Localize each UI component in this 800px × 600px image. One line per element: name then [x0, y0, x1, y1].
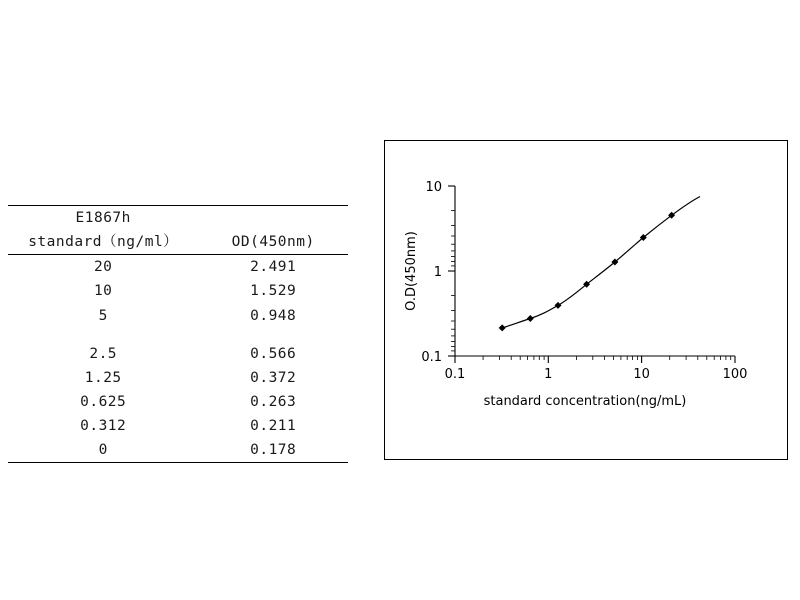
x-minor-ticks	[483, 356, 731, 360]
table-row	[8, 414, 348, 438]
table-row	[8, 366, 348, 390]
header-title-spacer	[198, 206, 348, 231]
table-header-row	[8, 230, 348, 255]
data-point	[555, 302, 562, 309]
table-header-title-row	[8, 206, 348, 231]
table-row	[8, 279, 348, 303]
cell-od: 0.211	[250, 418, 297, 434]
cell-standard: 0.625	[80, 393, 127, 410]
x-tick-label: 100	[722, 367, 748, 382]
x-axis-label: standard concentration(ng/mL)	[483, 394, 687, 409]
cell-od: 0.178	[198, 438, 348, 463]
cell-od: 2.491	[250, 259, 297, 276]
table-row	[8, 390, 348, 414]
cell-od: 0.263	[250, 393, 297, 410]
table-row	[8, 304, 348, 328]
cell-od: 1.529	[250, 283, 297, 300]
cell-standard: 1.25	[84, 369, 122, 386]
spacer-cell	[8, 328, 198, 342]
data-points	[499, 212, 675, 332]
data-point	[499, 324, 506, 331]
column-header-standard: standard（ng/ml）	[8, 230, 198, 255]
y-tick-label: 10	[425, 180, 442, 195]
table-row	[8, 255, 348, 280]
cell-standard: 2.5	[89, 345, 118, 362]
column-header-od: OD(450nm)	[198, 230, 348, 255]
standard-curve-table	[8, 205, 348, 463]
y-minor-ticks	[451, 210, 455, 351]
cell-standard: 5	[98, 307, 108, 324]
cell-od: 0.372	[250, 369, 297, 386]
y-tick-label: 0.1	[421, 350, 442, 365]
kit-name: E1867h	[8, 206, 198, 231]
table-row	[8, 342, 348, 366]
x-major-ticks	[455, 356, 735, 363]
x-tick-label: 10	[633, 367, 650, 382]
data-point	[527, 315, 534, 322]
table	[8, 205, 348, 463]
table-spacer-row	[8, 328, 348, 342]
table-body	[8, 206, 348, 463]
standard-curve-chart	[384, 140, 788, 460]
cell-od: 0.948	[250, 307, 297, 324]
y-axis-label: O.D(450nm)	[404, 231, 419, 311]
cell-standard: 0	[8, 438, 198, 463]
table-row	[8, 438, 348, 463]
x-tick-label: 0.1	[444, 367, 466, 382]
y-major-ticks	[448, 186, 455, 356]
cell-od: 0.566	[250, 345, 297, 362]
cell-standard: 20	[93, 259, 113, 276]
x-tick-label: 1	[544, 367, 553, 382]
cell-standard: 10	[93, 283, 113, 300]
y-tick-label: 1	[433, 265, 442, 280]
spacer-cell	[198, 328, 348, 342]
plot-axes	[455, 186, 735, 356]
chart-svg	[385, 141, 787, 459]
cell-standard: 0.312	[80, 418, 127, 434]
